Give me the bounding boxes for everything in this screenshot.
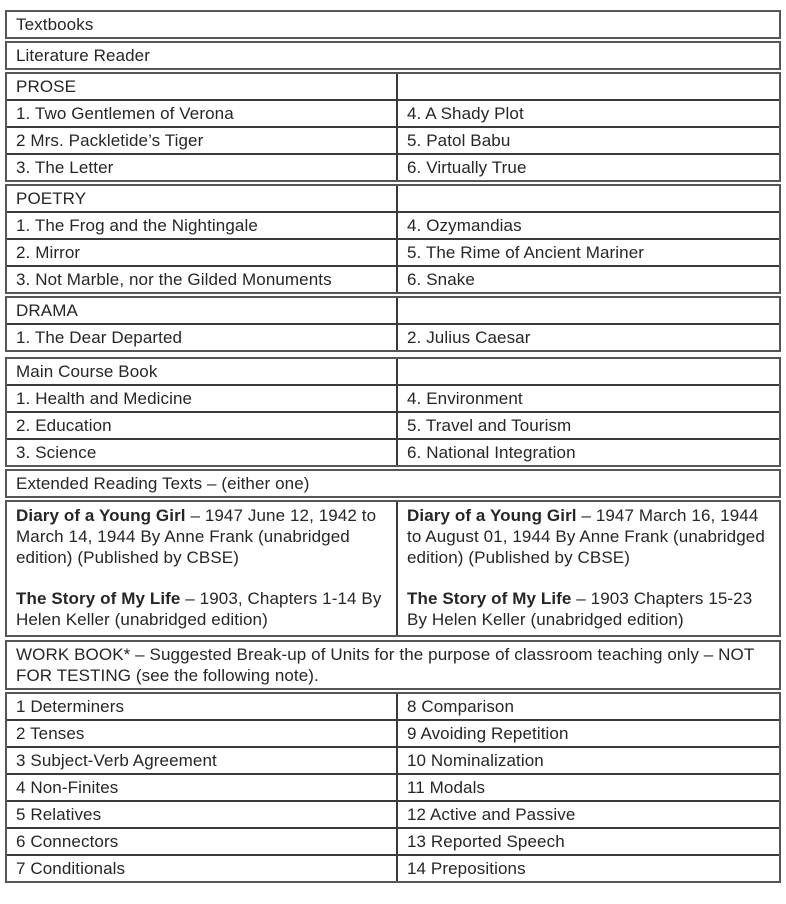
table-cell-left: 3. Science xyxy=(7,440,398,465)
book-entry xyxy=(16,505,387,568)
table-cell-right: 8 Comparison xyxy=(407,697,515,716)
table-row xyxy=(7,384,779,411)
table-row xyxy=(7,74,779,99)
table-section-literature-reader-title xyxy=(5,41,781,70)
book-entry xyxy=(407,505,770,568)
table-cell-right: 5. The Rime of Ancient Mariner xyxy=(407,243,645,262)
table-row xyxy=(7,746,779,773)
table-cell-left: 5 Relatives xyxy=(7,802,398,827)
book-title: The Story of My Life xyxy=(16,589,181,608)
table-cell-left: 1. The Frog and the Nightingale xyxy=(7,213,398,238)
table-cell-right xyxy=(398,186,779,211)
table-cell-left: 2. Mirror xyxy=(7,240,398,265)
table-cell-right: 4. Environment xyxy=(407,389,523,408)
table-cell-right: 11 Modals xyxy=(407,778,486,797)
table-row xyxy=(7,773,779,800)
table-cell-left: PROSE xyxy=(7,74,398,99)
table-cell-right: 2. Julius Caesar xyxy=(407,328,531,347)
table-cell-left: 7 Conditionals xyxy=(7,856,398,881)
book-title: Diary of a Young Girl xyxy=(16,506,186,525)
table-cell-right: 12 Active and Passive xyxy=(407,805,576,824)
table-row xyxy=(7,411,779,438)
table-cell-left: DRAMA xyxy=(7,298,398,323)
table-row xyxy=(7,186,779,211)
book-details: – 1947 June 12, 1942 to March 14, 1944 By Anne Frank (unabridged edition) (Published by CBSE) xyxy=(16,506,377,567)
table-cell-left: Main Course Book xyxy=(7,359,398,384)
table-cell-right: 6. Snake xyxy=(407,270,475,289)
table-section-poetry xyxy=(5,184,781,294)
table-cell-right: 4. Ozymandias xyxy=(407,216,522,235)
table-cell-right: 5. Travel and Tourism xyxy=(407,416,572,435)
table-section-extended-reading-title xyxy=(5,469,781,498)
table-cell-span: Extended Reading Texts – (either one) xyxy=(16,474,310,493)
table-row xyxy=(7,238,779,265)
table-section-drama xyxy=(5,296,781,352)
table-cell-left: 2 Tenses xyxy=(7,721,398,746)
table-row xyxy=(7,99,779,126)
book-details: – 1947 March 16, 1944 to August 01, 1944 By Anne Frank (unabridged edition) (Published by CBSE) xyxy=(407,506,765,567)
book-details: – 1903 Chapters 15-23 By Helen Keller (unabridged edition) xyxy=(407,589,753,629)
book-title: The Story of My Life xyxy=(407,589,572,608)
table-row xyxy=(7,854,779,881)
table-cell-left: 1. The Dear Departed xyxy=(7,325,398,350)
table-row xyxy=(7,800,779,827)
table-row xyxy=(7,211,779,238)
table-row xyxy=(7,126,779,153)
table-cell-left: 6 Connectors xyxy=(7,829,398,854)
table-cell-left: 4 Non-Finites xyxy=(7,775,398,800)
table-row xyxy=(7,43,779,68)
table-row xyxy=(7,502,779,635)
table-section-textbooks-title xyxy=(5,10,781,39)
table-row xyxy=(7,323,779,350)
table-section-workbook-units xyxy=(5,692,781,883)
book-entry xyxy=(407,588,770,630)
table-section-main-course-book xyxy=(5,357,781,467)
table-row xyxy=(7,827,779,854)
table-cell-left: 2. Education xyxy=(7,413,398,438)
table-cell-right: 5. Patol Babu xyxy=(407,131,511,150)
table-section-extended-reading-options xyxy=(5,500,781,637)
table-cell-left: 1. Health and Medicine xyxy=(7,386,398,411)
book-details: – 1903, Chapters 1-14 By Helen Keller (unabridged edition) xyxy=(16,589,382,629)
table-cell-left: POETRY xyxy=(7,186,398,211)
table-section-workbook-note xyxy=(5,640,781,690)
table-row xyxy=(7,642,779,688)
table-row xyxy=(7,359,779,384)
book-entry xyxy=(16,588,387,630)
table-cell-right: 14 Prepositions xyxy=(407,859,526,878)
table-cell-left: 1. Two Gentlemen of Verona xyxy=(7,101,398,126)
book-title: Diary of a Young Girl xyxy=(407,506,577,525)
table-cell-left: 3. Not Marble, nor the Gilded Monuments xyxy=(7,267,398,292)
table-cell-left: 3 Subject-Verb Agreement xyxy=(7,748,398,773)
table-cell-left: 3. The Letter xyxy=(7,155,398,180)
table-section-prose xyxy=(5,72,781,182)
table-cell-right xyxy=(398,298,779,323)
table-row xyxy=(7,438,779,465)
table-row xyxy=(7,12,779,37)
syllabus-table xyxy=(5,10,781,883)
table-cell-right: 6. Virtually True xyxy=(407,158,527,177)
table-cell-right: 10 Nominalization xyxy=(407,751,544,770)
table-cell-left: 1 Determiners xyxy=(7,694,398,719)
table-cell-right xyxy=(398,502,779,635)
table-row xyxy=(7,471,779,496)
table-cell-right: 9 Avoiding Repetition xyxy=(407,724,569,743)
table-row xyxy=(7,694,779,719)
table-cell-span: WORK BOOK* – Suggested Break-up of Units for the purpose of classroom teaching only – NOT FOR TESTING (see the following note). xyxy=(16,645,755,685)
table-cell-span: Literature Reader xyxy=(16,46,150,65)
table-row xyxy=(7,298,779,323)
table-cell-right xyxy=(398,359,779,384)
table-cell-right: 13 Reported Speech xyxy=(407,832,565,851)
table-row xyxy=(7,719,779,746)
table-row xyxy=(7,265,779,292)
table-cell-right xyxy=(398,74,779,99)
table-cell-left xyxy=(7,502,398,635)
table-cell-span: Textbooks xyxy=(16,15,94,34)
table-cell-right: 6. National Integration xyxy=(407,443,576,462)
table-row xyxy=(7,153,779,180)
table-cell-left: 2 Mrs. Packletide’s Tiger xyxy=(7,128,398,153)
table-cell-right: 4. A Shady Plot xyxy=(407,104,524,123)
